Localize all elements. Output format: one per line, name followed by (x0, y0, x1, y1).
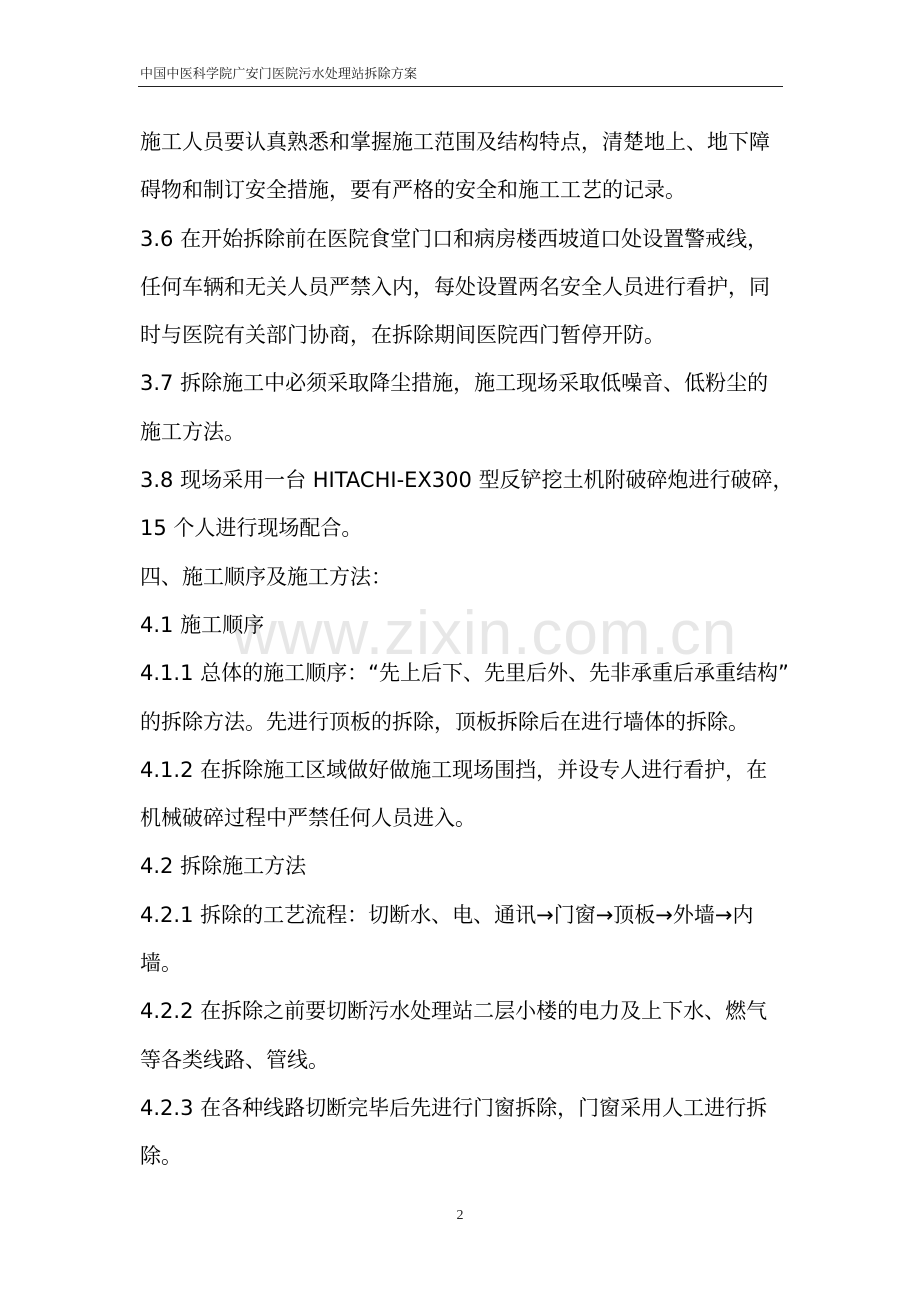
running-header: 中国中医科学院广安门医院污水处理站拆除方案 (140, 67, 418, 82)
section-heading: 四、施工顺序及施工方法： (140, 564, 392, 589)
text-line: 等各类线路、管线。 (140, 1047, 329, 1072)
text-line: 碍物和制订安全措施，要有严格的安全和施工工艺的记录。 (140, 178, 686, 203)
text-line: 时与医院有关部门协商，在拆除期间医院西门暂停开防。 (140, 323, 665, 348)
text-line: 3.7 拆除施工中必须采取降尘措施，施工现场采取低噪音、低粉尘的 (140, 371, 769, 396)
text-line: 施工人员要认真熟悉和掌握施工范围及结构特点，清楚地上、地下障 (140, 130, 770, 154)
text-line: 任何车辆和无关人员严禁入内，每处设置两名安全人员进行看护，同 (140, 274, 770, 299)
page-number: 2 (456, 1208, 464, 1223)
text-line: 3.6 在开始拆除前在医院食堂门口和病房楼西坡道口处设置警戒线， (140, 226, 769, 251)
text-line: 4.2.2 在拆除之前要切断污水处理站二层小楼的电力及上下水、燃气 (140, 999, 768, 1024)
subsection-heading: 4.2 拆除施工方法 (140, 854, 307, 879)
text-line: 的拆除方法。先进行顶板的拆除，顶板拆除后在进行墙体的拆除。 (140, 709, 749, 734)
text-line: 3.8 现场采用一台 HITACHI-EX300 型反铲挖土机附破碎炮进行破碎， (140, 468, 794, 493)
header-divider (138, 86, 783, 87)
subsection-heading: 4.1 施工顺序 (140, 612, 265, 637)
text-line: 15 个人进行现场配合。 (140, 516, 363, 541)
text-line: 4.2.1 拆除的工艺流程：切断水、电、通讯→门窗→顶板→外墙→内 (140, 902, 754, 927)
text-line: 墙。 (140, 951, 182, 976)
text-line: 机械破碎过程中严禁任何人员进入。 (140, 806, 476, 831)
text-line: 4.2.3 在各种线路切断完毕后先进行门窗拆除，门窗采用人工进行拆 (140, 1095, 768, 1120)
text-line: 4.1.1 总体的施工顺序：“先上后下、先里后外、先非承重后承重结构” (140, 661, 789, 686)
text-line: 除。 (140, 1144, 182, 1169)
watermark: www.zixin.com.cn (232, 599, 738, 668)
text-line: 4.1.2 在拆除施工区域做好做施工现场围挡，并设专人进行看护，在 (140, 757, 768, 782)
document-body (140, 118, 794, 1181)
text-line: 施工方法。 (140, 419, 245, 444)
